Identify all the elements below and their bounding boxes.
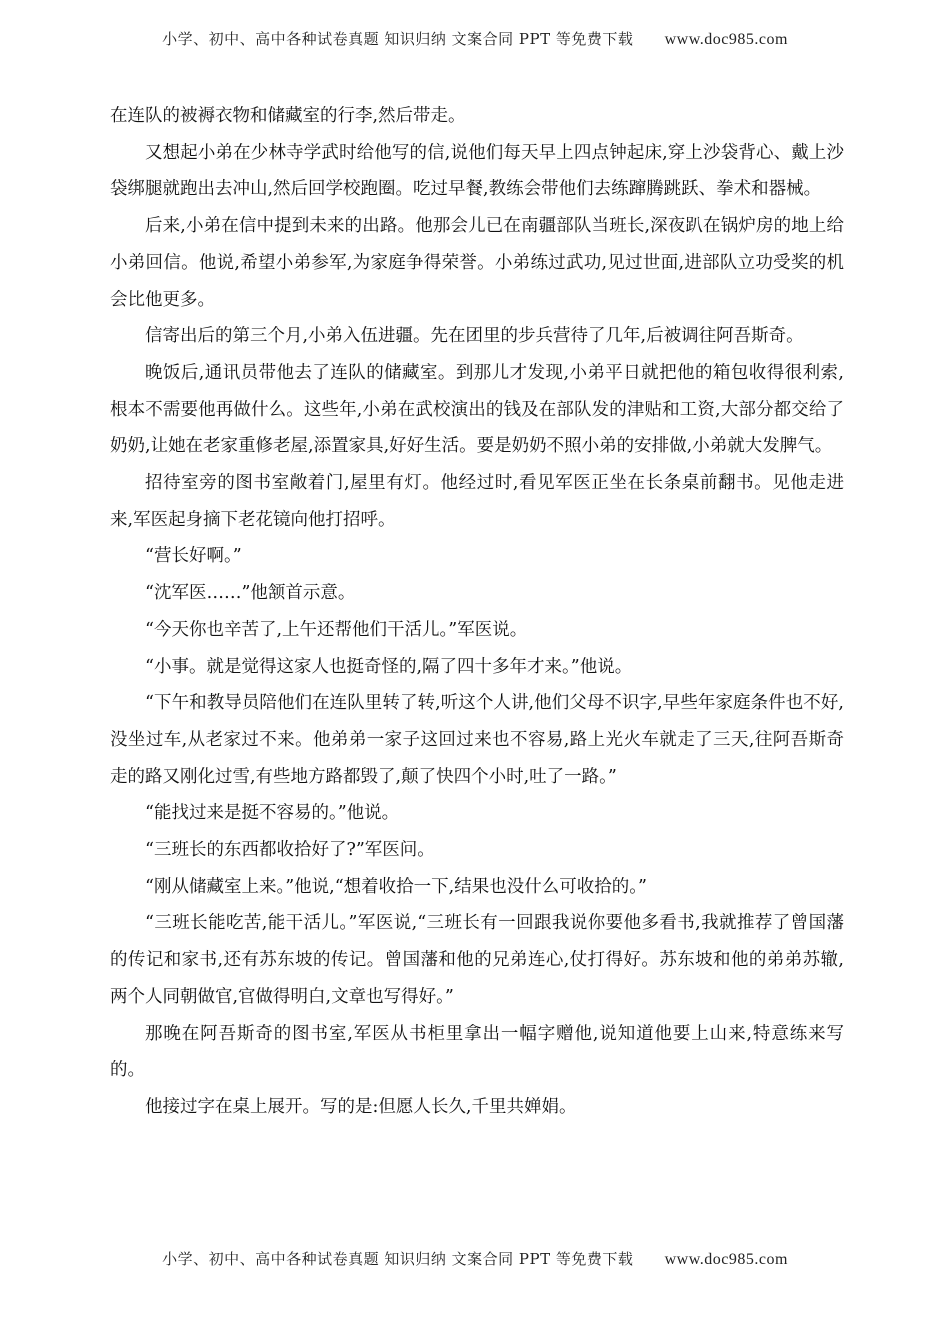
paragraph-8: 他接过字在桌上展开。写的是:但愿人长久,千里共婵娟。: [145, 1096, 577, 1117]
page-footer: [0, 1248, 950, 1269]
dialogue-9: “三班长能吃苦,能干活儿。”军医说,“三班长有一回跟我说你要他多看书,我就推荐了曾国藩的传记和家书,还有苏东坡的传记。曾国藩和他的兄弟连心,仗打得好。苏东坡和他的弟弟苏辙,两个人同朝做官,官做得明白,文章也写得好。”: [110, 913, 844, 1007]
header-url[interactable]: www.doc985.com: [664, 31, 788, 48]
article-body: [110, 98, 844, 1126]
dialogue-5: “下午和教导员陪他们在连队里转了转,听这个人讲,他们父母不识字,早些年家庭条件也不好,没坐过车,从老家过不来。他弟弟一家子这回过来也不容易,路上光火车就走了三天,往阿吾斯奇走的路又刚化过雪,有些地方路都毁了,颠了快四个小时,吐了一路。”: [110, 693, 844, 787]
paragraph-4: 信寄出后的第三个月,小弟入伍进疆。先在团里的步兵营待了几年,后被调往阿吾斯奇。: [145, 326, 804, 347]
dialogue-4: “小事。就是觉得这家人也挺奇怪的,隔了四十多年才来。”他说。: [145, 656, 633, 677]
footer-url[interactable]: www.doc985.com: [664, 1251, 788, 1268]
paragraph-5: 晚饭后,通讯员带他去了连队的储藏室。到那儿才发现,小弟平日就把他的箱包收得很利索,根本不需要他再做什么。这些年,小弟在武校演出的钱及在部队发的津贴和工资,大部分都交给了奶奶,让她在老家重修老屋,添置家具,好好生活。要是奶奶不照小弟的安排做,小弟就大发脾气。: [110, 362, 844, 457]
paragraph-3: 后来,小弟在信中提到未来的出路。他那会儿已在南疆部队当班长,深夜趴在锅炉房的地上给小弟回信。他说,希望小弟参军,为家庭争得荣誉。小弟练过武功,见过世面,进部队立功受奖的机会比他更多。: [110, 216, 844, 310]
dialogue-1: “营长好啊。”: [145, 546, 242, 567]
footer-text: 小学、初中、高中各种试卷真题 知识归纳 文案合同 PPT 等免费下载: [162, 1250, 634, 1268]
dialogue-6: “能找过来是挺不容易的。”他说。: [145, 803, 400, 824]
header-text: 小学、初中、高中各种试卷真题 知识归纳 文案合同 PPT 等免费下载: [162, 30, 634, 48]
page-header: [0, 28, 950, 49]
paragraph-1: 在连队的被褥衣物和储藏室的行李,然后带走。: [110, 106, 466, 126]
paragraph-6: 招待室旁的图书室敞着门,屋里有灯。他经过时,看见军医正坐在长条桌前翻书。见他走进来,军医起身摘下老花镜向他打招呼。: [110, 473, 844, 530]
dialogue-2: “沈军医……”他颔首示意。: [145, 583, 356, 604]
dialogue-8: “刚从储藏室上来。”他说,“想着收拾一下,结果也没什么可收拾的。”: [145, 876, 647, 897]
dialogue-3: “今天你也辛苦了,上午还帮他们干活儿。”军医说。: [145, 619, 528, 640]
paragraph-2: 又想起小弟在少林寺学武时给他写的信,说他们每天早上四点钟起床,穿上沙袋背心、戴上沙袋绑腿就跑出去冲山,然后回学校跑圈。吃过早餐,教练会带他们去练蹿腾跳跃、拳术和器械。: [110, 142, 844, 200]
dialogue-7: “三班长的东西都收拾好了?”军医问。: [145, 840, 435, 861]
paragraph-7: 那晚在阿吾斯奇的图书室,军医从书柜里拿出一幅字赠他,说知道他要上山来,特意练来写的。: [110, 1023, 844, 1081]
